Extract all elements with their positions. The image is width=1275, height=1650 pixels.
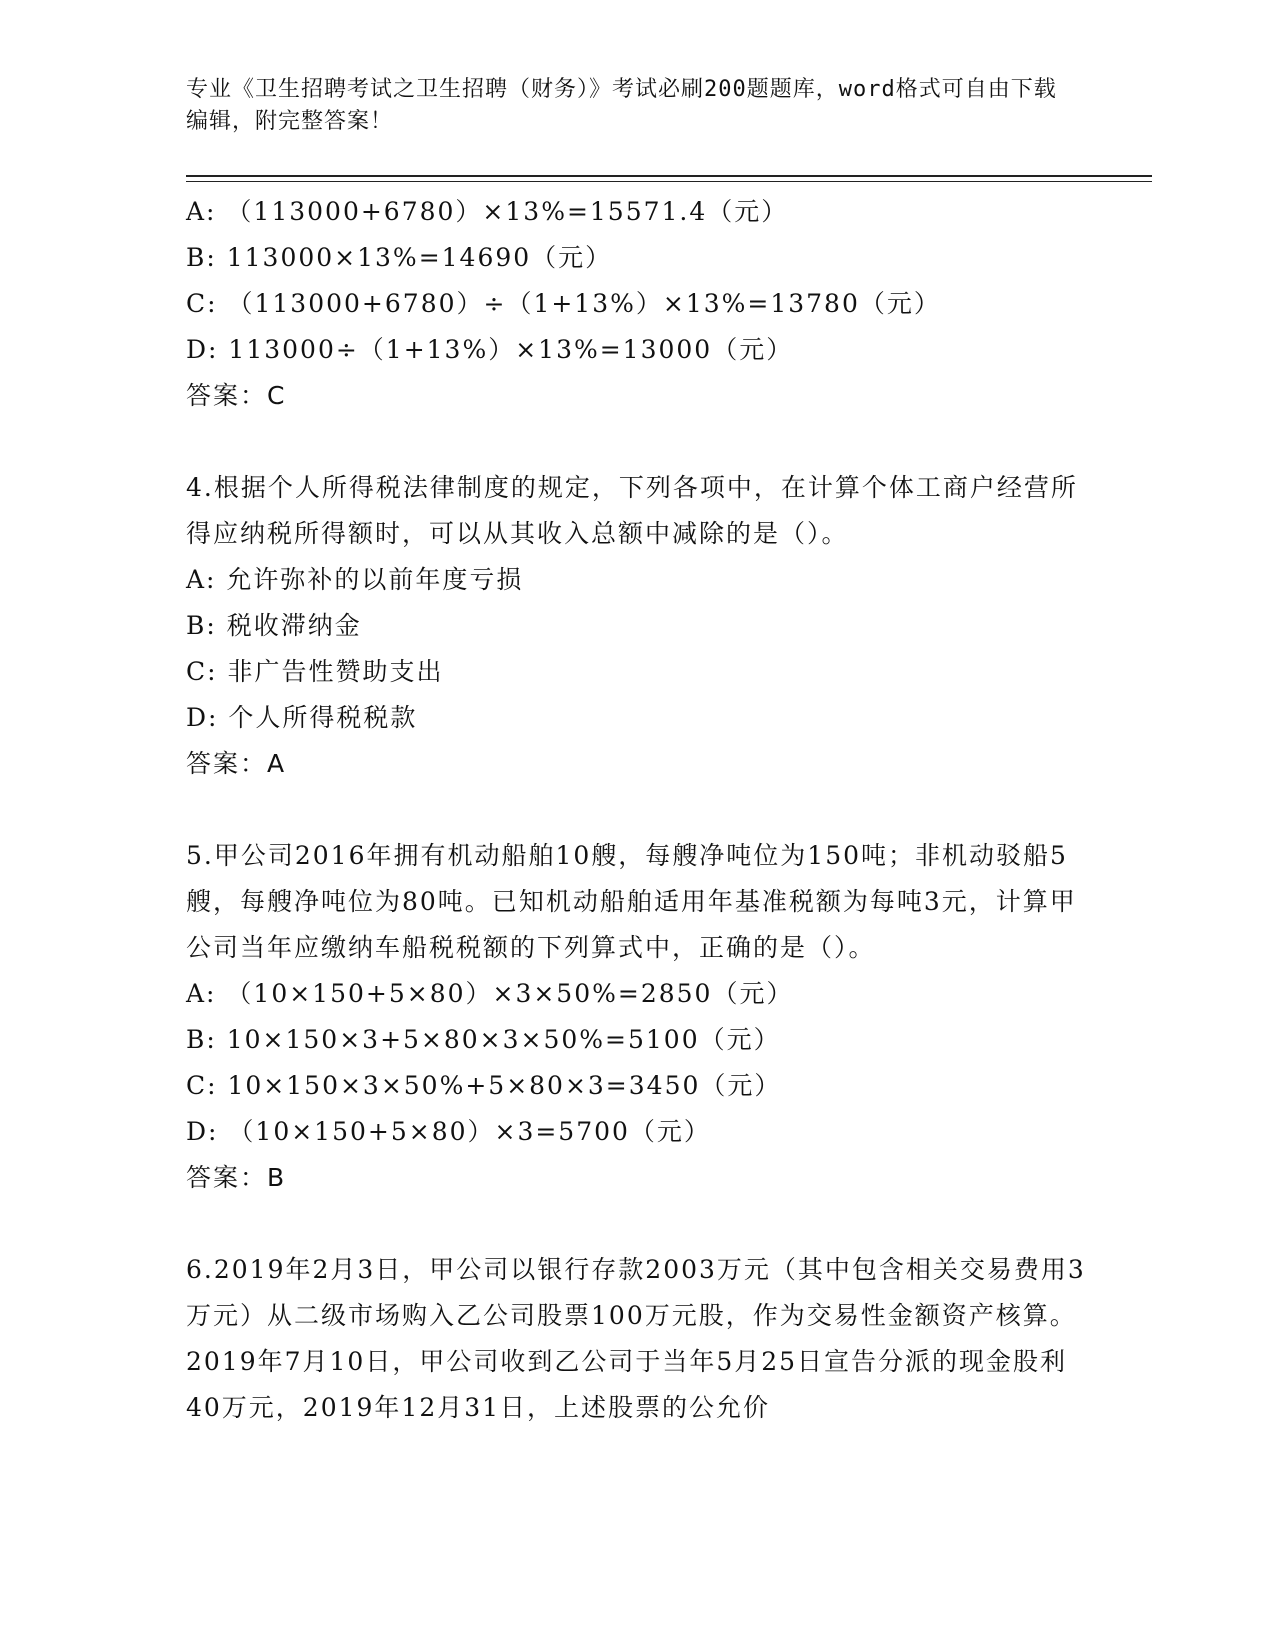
question-stem: 6.2019年2月3日，甲公司以银行存款2003万元（其中包含相关交易费用3万元）从二级市场购入乙公司股票100万元股，作为交易性金额资产核算。2019年7月10日，甲公司收到乙公司于当年5月25日宣告分派的现金股利40万元，2019年12月31日，上述股票的公允价	[186, 1255, 1086, 1422]
option-b: B: 税收滞纳金	[186, 611, 362, 640]
header-rule-thin	[186, 181, 1152, 182]
question-stem: 4.根据个人所得税法律制度的规定，下列各项中，在计算个体工商户经营所得应纳税所得额时，可以从其收入总额中减除的是（）。	[186, 473, 1078, 548]
option-d: D: 个人所得税税款	[186, 703, 418, 732]
question-content	[186, 189, 1086, 1431]
option-b: B: 10×150×3+5×80×3×50%=5100（元）	[186, 1025, 781, 1054]
spacer	[186, 1201, 1086, 1247]
spacer	[186, 787, 1086, 833]
document-header: 专业《卫生招聘考试之卫生招聘（财务）》考试必刷200题题库，word格式可自由下载编辑，附完整答案！	[186, 77, 1057, 134]
header-rule-thick	[186, 175, 1152, 177]
option-c: C: （113000+6780）÷（1+13%）×13%=13780（元）	[186, 289, 941, 318]
question-5	[186, 833, 1086, 1201]
option-d: D: （10×150+5×80）×3=5700（元）	[186, 1117, 711, 1146]
option-a: A: 允许弥补的以前年度亏损	[186, 565, 524, 594]
question-3	[186, 189, 1086, 419]
answer-line: 答案：B	[186, 1163, 287, 1192]
question-6	[186, 1247, 1086, 1431]
spacer	[186, 419, 1086, 465]
answer-line: 答案：A	[186, 749, 287, 778]
option-c: C: 非广告性赞助支出	[186, 657, 444, 686]
option-c: C: 10×150×3×50%+5×80×3=3450（元）	[186, 1071, 782, 1100]
answer-line: 答案：C	[186, 381, 287, 410]
question-4	[186, 465, 1086, 787]
option-d: D: 113000÷（1+13%）×13%=13000（元）	[186, 335, 794, 364]
option-a: A: （10×150+5×80）×3×50%=2850（元）	[186, 979, 794, 1008]
option-a: A: （113000+6780）×13%=15571.4（元）	[186, 197, 789, 226]
option-b: B: 113000×13%=14690（元）	[186, 243, 613, 272]
question-stem: 5.甲公司2016年拥有机动船舶10艘，每艘净吨位为150吨；非机动驳船5艘，每艘净吨位为80吨。已知机动船舶适用年基准税额为每吨3元，计算甲公司当年应缴纳车船税税额的下列算式中，正确的是（）。	[186, 841, 1077, 962]
